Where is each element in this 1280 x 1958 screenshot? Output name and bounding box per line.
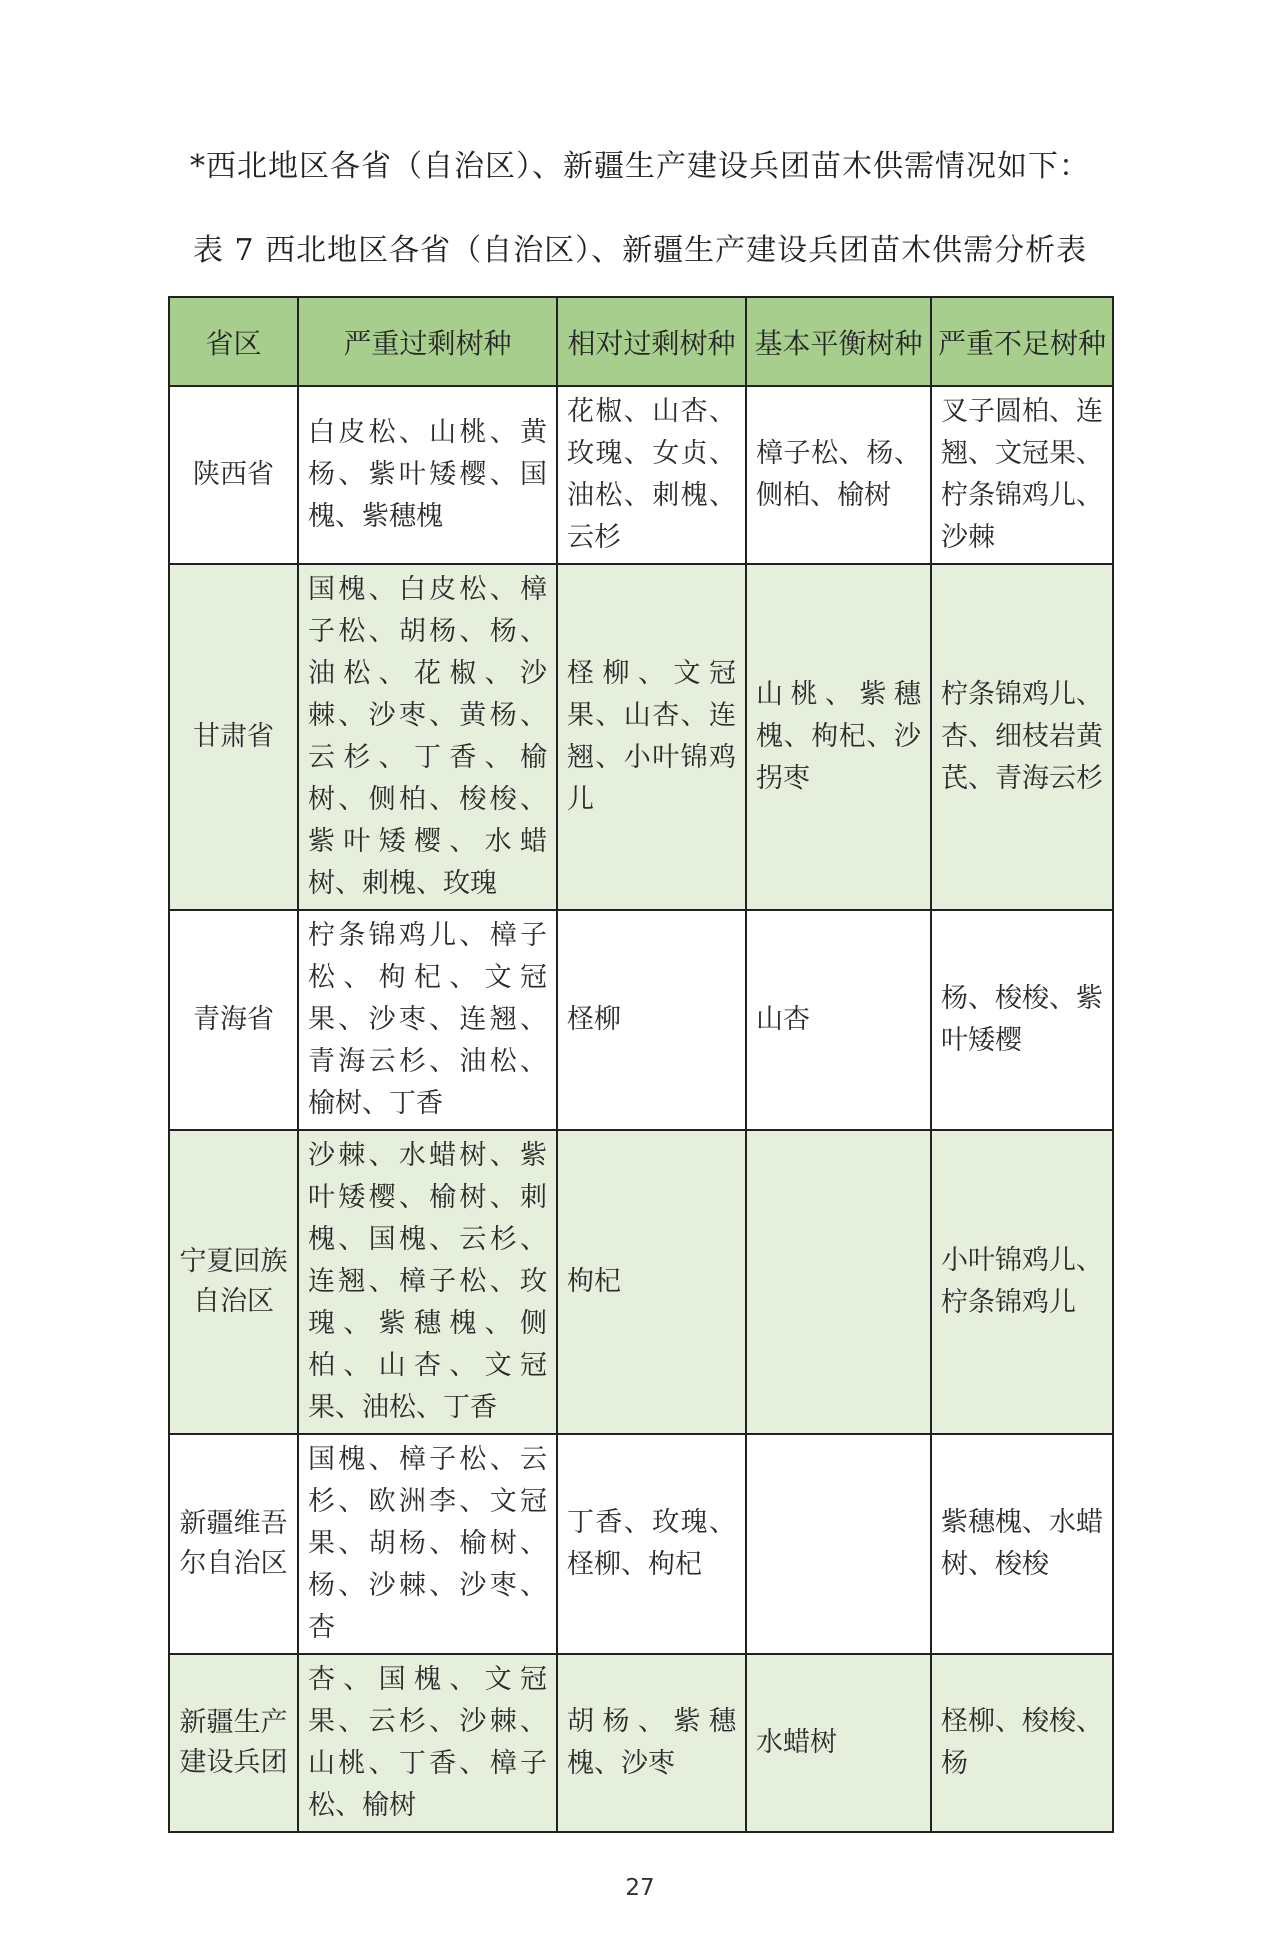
table-row xyxy=(169,1654,1113,1832)
balanced-cell xyxy=(746,1434,931,1654)
relative-surplus-cell: 柽柳、文冠果、山杏、连翘、小叶锦鸡儿 xyxy=(557,564,746,910)
intro-line: *西北地区各省（自治区）、新疆生产建设兵团苗木供需情况如下： xyxy=(190,149,1090,184)
region-cell: 甘肃省 xyxy=(169,564,298,910)
seedling-supply-table xyxy=(168,296,1114,1833)
balanced-cell xyxy=(746,1130,931,1434)
table-row xyxy=(169,386,1113,564)
document-page xyxy=(0,148,1280,1958)
header-relative-surplus: 相对过剩树种 xyxy=(557,297,746,386)
severe-surplus-cell: 杏、国槐、文冠果、云杉、沙棘、山桃、丁香、樟子松、榆树 xyxy=(298,1654,557,1832)
severe-surplus-cell: 白皮松、山桃、黄杨、紫叶矮樱、国槐、紫穗槐 xyxy=(298,386,557,564)
severe-surplus-cell: 国槐、樟子松、云杉、欧洲李、文冠果、胡杨、榆树、杨、沙棘、沙枣、杏 xyxy=(298,1434,557,1654)
balanced-cell: 水蜡树 xyxy=(746,1654,931,1832)
table-row xyxy=(169,564,1113,910)
table-row xyxy=(169,910,1113,1130)
table-caption: 表 7 西北地区各省（自治区）、新疆生产建设兵团苗木供需分析表 xyxy=(192,233,1088,268)
relative-surplus-cell: 胡杨、紫穗槐、沙枣 xyxy=(557,1654,746,1832)
header-severe-surplus: 严重过剩树种 xyxy=(298,297,557,386)
balanced-cell: 山杏 xyxy=(746,910,931,1130)
region-cell: 宁夏回族自治区 xyxy=(169,1130,298,1434)
header-severe-shortage: 严重不足树种 xyxy=(931,297,1113,386)
relative-surplus-cell: 柽柳 xyxy=(557,910,746,1130)
region-cell: 陕西省 xyxy=(169,386,298,564)
table-row xyxy=(169,1434,1113,1654)
relative-surplus-cell: 丁香、玫瑰、柽柳、枸杞 xyxy=(557,1434,746,1654)
severe-shortage-cell: 杨、梭梭、紫叶矮樱 xyxy=(931,910,1113,1130)
severe-shortage-cell: 小叶锦鸡儿、柠条锦鸡儿 xyxy=(931,1130,1113,1434)
table-header-row xyxy=(169,297,1113,386)
page-number: 27 xyxy=(625,1875,655,1901)
header-region: 省区 xyxy=(169,297,298,386)
header-balanced: 基本平衡树种 xyxy=(746,297,931,386)
balanced-cell: 樟子松、杨、侧柏、榆树 xyxy=(746,386,931,564)
region-cell: 新疆生产建设兵团 xyxy=(169,1654,298,1832)
region-cell: 青海省 xyxy=(169,910,298,1130)
severe-surplus-cell: 沙棘、水蜡树、紫叶矮樱、榆树、刺槐、国槐、云杉、连翘、樟子松、玫瑰、紫穗槐、侧柏、山杏、文冠果、油松、丁香 xyxy=(298,1130,557,1434)
region-cell: 新疆维吾尔自治区 xyxy=(169,1434,298,1654)
relative-surplus-cell: 枸杞 xyxy=(557,1130,746,1434)
relative-surplus-cell: 花椒、山杏、玫瑰、女贞、油松、刺槐、云杉 xyxy=(557,386,746,564)
severe-surplus-cell: 国槐、白皮松、樟子松、胡杨、杨、油松、花椒、沙棘、沙枣、黄杨、云杉、丁香、榆树、侧柏、梭梭、紫叶矮樱、水蜡树、刺槐、玫瑰 xyxy=(298,564,557,910)
severe-shortage-cell: 紫穗槐、水蜡树、梭梭 xyxy=(931,1434,1113,1654)
balanced-cell: 山桃、紫穗槐、枸杞、沙拐枣 xyxy=(746,564,931,910)
severe-shortage-cell: 柽柳、梭梭、杨 xyxy=(931,1654,1113,1832)
severe-surplus-cell: 柠条锦鸡儿、樟子松、枸杞、文冠果、沙枣、连翘、青海云杉、油松、榆树、丁香 xyxy=(298,910,557,1130)
table-row xyxy=(169,1130,1113,1434)
severe-shortage-cell: 叉子圆柏、连翘、文冠果、柠条锦鸡儿、沙棘 xyxy=(931,386,1113,564)
severe-shortage-cell: 柠条锦鸡儿、杏、细枝岩黄芪、青海云杉 xyxy=(931,564,1113,910)
